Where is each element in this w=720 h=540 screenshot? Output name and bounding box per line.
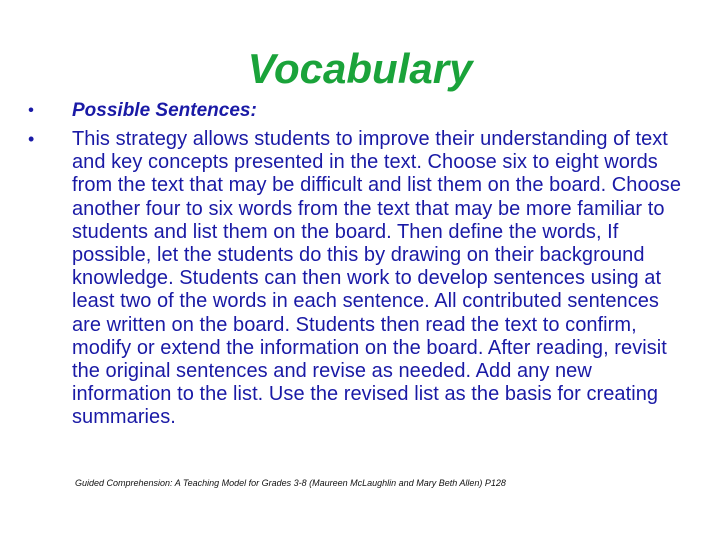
bullet-marker: • [28,102,34,119]
bullet-list [26,100,686,430]
bullet-marker: • [28,129,35,149]
bullet-item-body [26,128,686,430]
slide-title: Vocabulary [247,45,473,92]
bullet-text: Possible Sentences: [72,100,257,121]
bullet-item-heading [26,100,686,122]
citation: Guided Comprehension: A Teaching Model for Grades 3-8 (Maureen McLaughlin and Mary Beth Allen) P128 [75,478,506,488]
bullet-text: This strategy allows students to improve their understanding of text and key concepts presented in the text. Choose six to eight words from the text that may be difficult and list them on the board. Choose another four to six words from the text that may be more familiar to students and list them on the board. Then define the words, If possible, let the students do this by drawing on their background knowledge. Students can then work to develop sentences using at least two of the words in each sentence. All contributed sentences are written on the board. Students then read the text to confirm, modify or extend the information on the board. After reading, revisit the original sentences and revise as needed. Add any new information to the list. Use the revised list as the basis for creating summaries. [72,128,682,429]
